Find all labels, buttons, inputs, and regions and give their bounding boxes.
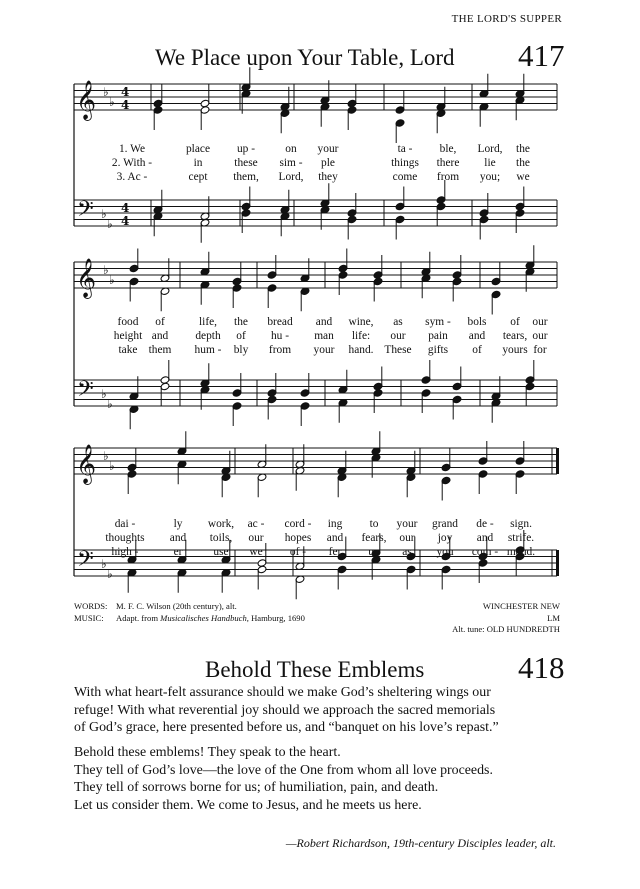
lyric-syllable: of: [236, 330, 246, 342]
flat-sign: ♭: [109, 459, 115, 473]
time-signature: 4: [121, 201, 130, 215]
lyric-syllable: gifts: [427, 344, 449, 356]
lyric-syllable: fears,: [361, 532, 387, 544]
lyric-syllable: food: [117, 316, 139, 328]
hymn-418-number: 418: [518, 650, 565, 685]
final-barline: [556, 550, 559, 576]
lyric-syllable: ly: [173, 518, 183, 530]
flat-sign: ♭: [101, 207, 107, 221]
lyric-syllable: wine,: [348, 316, 374, 328]
flat-sign: ♭: [107, 217, 113, 231]
lyric-syllable: height: [113, 330, 143, 342]
alt-tune: Alt. tune: OLD HUNDREDTH: [452, 624, 560, 634]
words-label: WORDS:: [74, 601, 108, 611]
lyric-syllable: hu -: [270, 330, 290, 342]
lyric-syllable: hopes: [284, 532, 312, 544]
tune-info: [452, 601, 560, 636]
lyric-syllable: lie: [484, 157, 496, 169]
lyric-syllable: toils,: [209, 532, 233, 544]
lyric-syllable: and: [476, 532, 494, 544]
lyric-syllable: we: [516, 171, 530, 183]
music-label: MUSIC:: [74, 612, 104, 623]
lyric-syllable: mand.: [506, 546, 536, 558]
lyric-syllable: them: [148, 344, 172, 356]
music-credit-source: Musicalisches Handbuch: [160, 612, 247, 623]
lyric-syllable: bols: [467, 316, 487, 328]
lyric-syllable: from: [436, 171, 460, 183]
lyric-syllable: for: [533, 344, 547, 356]
reading-line: of God’s grace, here presented before us, and “banquet on his love’s repast.”: [74, 720, 499, 736]
lyric-syllable: the: [516, 157, 530, 169]
lyric-syllable: take: [118, 344, 138, 356]
lyric-syllable: you;: [479, 171, 501, 183]
lyric-syllable: Lord,: [477, 143, 503, 155]
flat-sign: ♭: [109, 273, 115, 287]
lyric-syllable: to: [369, 518, 379, 530]
lyric-syllable: de -: [476, 518, 494, 530]
lyric-syllable: These: [384, 344, 412, 356]
lyric-syllable: work,: [207, 518, 235, 530]
lyric-syllable: tears,: [502, 330, 528, 342]
lyric-syllable: we: [249, 546, 263, 558]
lyric-syllable: you: [436, 546, 454, 558]
lyric-syllable: strife.: [507, 532, 535, 544]
lyric-syllable: things: [391, 157, 419, 169]
hymn-417-number: 417: [518, 38, 565, 73]
lyric-syllable: life,: [198, 316, 218, 328]
lyric-syllable: high -: [111, 546, 139, 558]
lyric-syllable: and: [169, 532, 187, 544]
lyric-syllable: ble,: [439, 143, 457, 155]
lyric-syllable: our: [532, 330, 548, 342]
lyric-syllable: your: [313, 344, 335, 356]
lyric-syllable: these: [234, 157, 258, 169]
reading-line: Behold these emblems! They speak to the heart.: [74, 745, 341, 760]
bass-clef: 𝄢: [77, 377, 94, 407]
lyric-syllable: ta -: [397, 143, 413, 155]
lyric-syllable: depth: [195, 330, 221, 342]
lyric-syllable: them,: [233, 171, 259, 183]
lyric-syllable: Lord,: [278, 171, 304, 183]
lyric-syllable: hand.: [348, 344, 374, 356]
lyric-syllable: and: [326, 532, 344, 544]
attribution: —Robert Richardson, 19th-century Disciples leader, alt.: [285, 836, 556, 850]
flat-sign: ♭: [103, 85, 109, 99]
treble-clef: 𝄞: [76, 80, 97, 120]
lyric-syllable: up: [368, 546, 380, 558]
lyric-syllable: from: [268, 344, 292, 356]
music-credit-a: Adapt. from: [116, 612, 161, 623]
lyric-syllable: the: [234, 316, 248, 328]
lyric-syllable: yours: [502, 344, 528, 356]
lyric-syllable: sign.: [510, 518, 532, 530]
lyric-syllable: the: [516, 143, 530, 155]
bass-clef: 𝄢: [77, 197, 94, 227]
lyric-syllable: your: [317, 143, 339, 155]
lyric-syllable: dai -: [114, 518, 136, 530]
flat-sign: ♭: [107, 397, 113, 411]
bass-clef: 𝄢: [77, 547, 94, 577]
lyric-syllable: com -: [471, 546, 499, 558]
flat-sign: ♭: [101, 557, 107, 571]
lyric-syllable: cept: [188, 171, 208, 183]
hymn-417-title: We Place upon Your Table, Lord: [155, 45, 455, 70]
flat-sign: ♭: [103, 263, 109, 277]
lyric-syllable: place: [185, 143, 211, 155]
lyric-syllable: of: [472, 344, 482, 356]
lyric-syllable: and: [468, 330, 486, 342]
lyric-syllable: bly: [233, 344, 249, 356]
lyric-syllable: as: [402, 546, 412, 558]
lyric-syllable: joy: [437, 532, 453, 544]
lyric-syllable: ple: [321, 157, 335, 169]
lyric-syllable: pain: [428, 330, 448, 342]
lyric-syllable: as: [393, 316, 403, 328]
time-signature: 4: [121, 214, 130, 228]
lyric-syllable: 1. We: [118, 143, 146, 155]
lyric-syllable: of: [510, 316, 520, 328]
hymn-418-title: Behold These Emblems: [205, 657, 425, 682]
reading-paragraph-1: [74, 684, 499, 737]
lyric-syllable: er: [173, 546, 183, 558]
lyric-syllable: use: [213, 546, 229, 558]
lyric-syllable: man: [314, 330, 334, 342]
lyric-syllable: of -: [289, 546, 307, 558]
lyric-syllable: our: [248, 532, 264, 544]
reading-paragraph-2: [74, 744, 493, 814]
flat-sign: ♭: [101, 387, 107, 401]
words-credit: M. F. C. Wilson (20th century), alt.: [116, 601, 237, 611]
lyric-syllable: cord -: [284, 518, 312, 530]
reading-line: refuge! With what reverential joy should we approach the sacred memorials: [74, 702, 496, 718]
lyric-syllable: 3. Ac -: [116, 171, 148, 183]
lyric-syllable: bread: [267, 316, 293, 328]
lyric-syllable: hum -: [194, 344, 222, 356]
lyric-syllable: your: [396, 518, 418, 530]
reading-line: They tell of sorrows borne for us; of humiliation, pain, and death.: [74, 780, 439, 796]
lyric-syllable: our: [399, 532, 415, 544]
lyric-syllable: and: [315, 316, 333, 328]
flat-sign: ♭: [103, 449, 109, 463]
tune-name: WINCHESTER NEW: [482, 601, 560, 611]
treble-clef: 𝄞: [76, 444, 97, 484]
lyric-syllable: up -: [236, 143, 256, 155]
lyric-syllable: sim -: [279, 157, 303, 169]
lyric-syllable: thoughts: [105, 532, 145, 544]
lyric-syllable: of: [155, 316, 165, 328]
tune-meter: LM: [547, 612, 560, 623]
final-barline: [556, 448, 559, 474]
hymn-417-credits: [74, 601, 305, 624]
lyric-syllable: sym -: [425, 316, 451, 328]
music-credit-b: , Hamburg, 1690: [246, 612, 305, 623]
lyric-syllable: on: [285, 143, 297, 155]
time-signature: 4: [121, 85, 130, 99]
lyric-syllable: there: [436, 157, 460, 169]
reading-line: Let us consider them. We come to Jesus, and he meets us here.: [74, 797, 422, 813]
flat-sign: ♭: [109, 95, 115, 109]
lyric-syllable: ac -: [247, 518, 265, 530]
lyric-syllable: our: [390, 330, 406, 342]
treble-clef: 𝄞: [76, 258, 97, 298]
time-signature: 4: [121, 98, 130, 112]
section-header: THE LORD'S SUPPER: [451, 13, 562, 25]
flat-sign: ♭: [107, 567, 113, 581]
lyric-syllable: our: [532, 316, 548, 328]
lyric-syllable: grand: [432, 518, 458, 530]
lyric-syllable: they: [318, 171, 338, 183]
lyric-syllable: life:: [351, 330, 371, 342]
reading-line: They tell of God’s love—the love of the One from whom all love proceeds.: [74, 762, 493, 778]
reading-line: With what heart-felt assurance should we make God’s sheltering wings our: [74, 685, 491, 700]
lyric-syllable: and: [151, 330, 169, 342]
lyric-syllable: ing: [327, 518, 343, 530]
lyric-syllable: in: [193, 157, 203, 169]
lyric-syllable: 2. With -: [111, 157, 153, 169]
lyric-syllable: fer: [328, 546, 342, 558]
lyric-syllable: come: [392, 171, 418, 183]
